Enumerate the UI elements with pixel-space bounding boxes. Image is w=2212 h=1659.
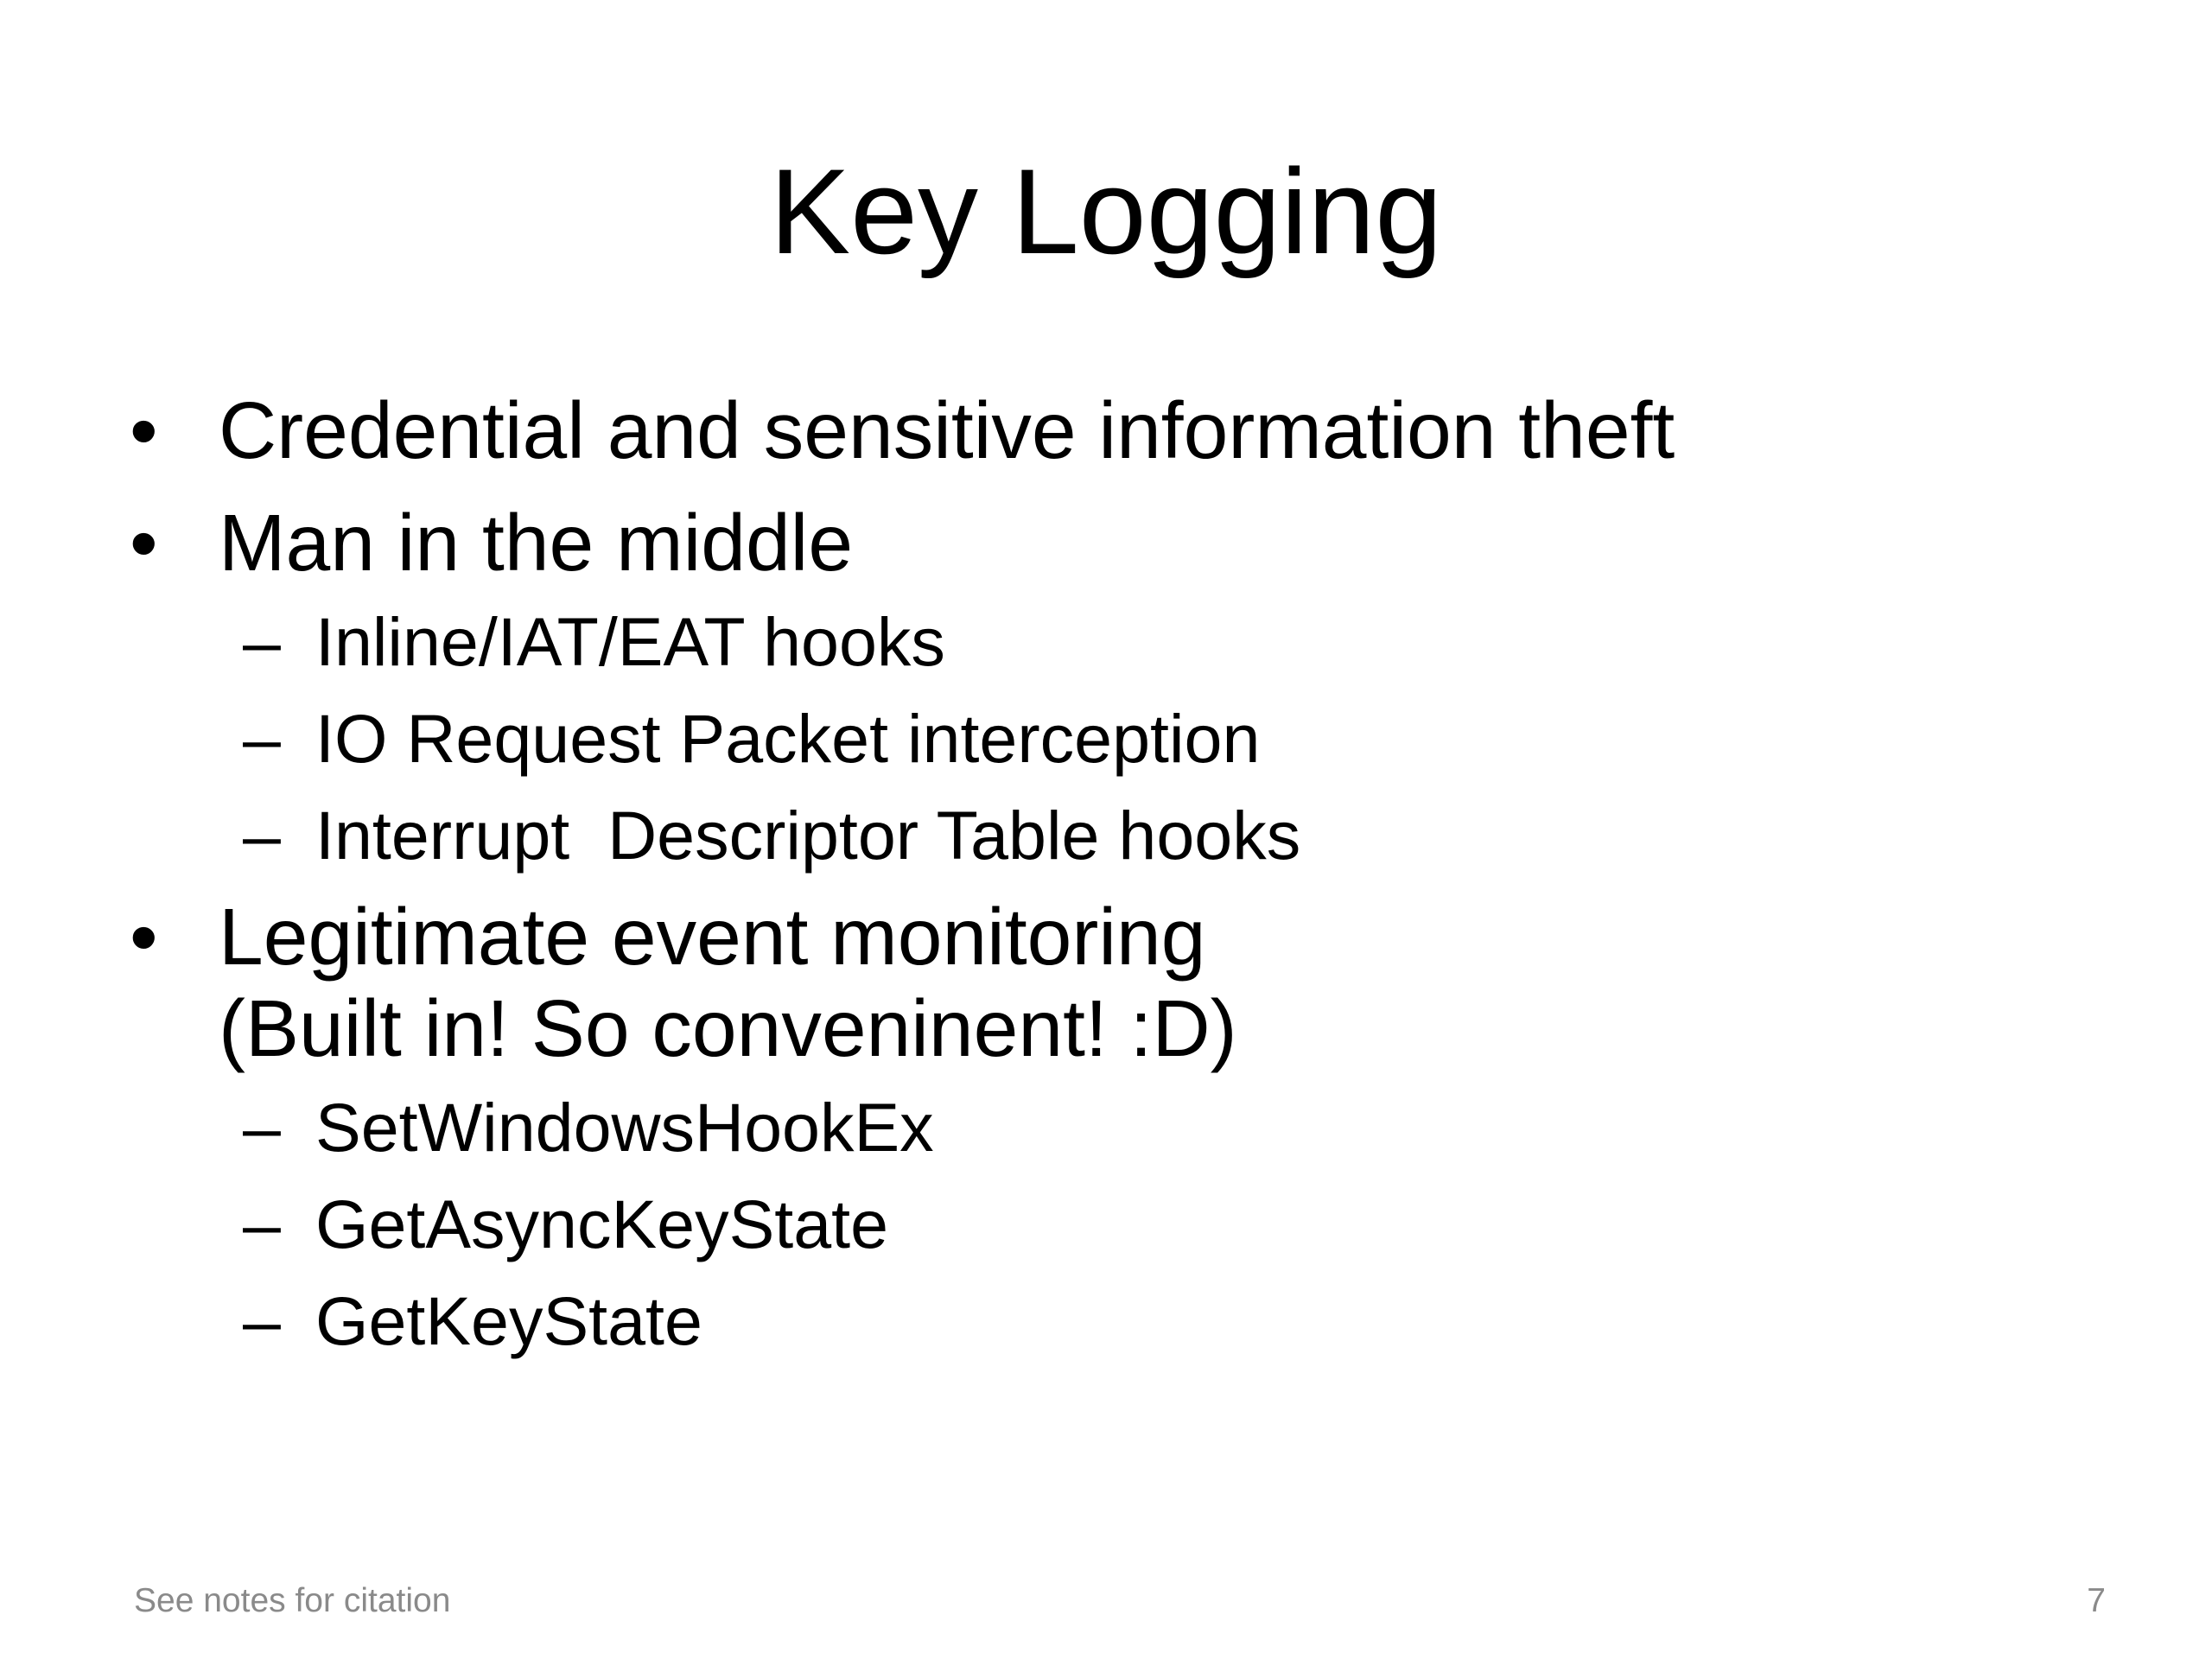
bullet-text: Man in the middle (219, 498, 854, 588)
sub-bullet-item (130, 697, 2117, 780)
sub-bullet-text: GetKeyState (315, 1282, 702, 1359)
sub-bullet-marker: – (243, 603, 281, 680)
bullet-text-line: Legitimate event monitoring (219, 892, 1206, 982)
bullet-marker: • (130, 892, 158, 982)
sub-bullet-item (130, 794, 2117, 877)
sub-bullet-marker: – (243, 1089, 281, 1166)
bullet-item (130, 891, 2117, 1074)
bullet-marker: • (130, 385, 158, 475)
sub-bullet-item (130, 1183, 2117, 1266)
bullet-item (130, 385, 2117, 476)
sub-bullet-text: Inline/IAT/EAT hooks (315, 603, 945, 680)
sub-bullet-item (130, 1086, 2117, 1169)
sub-bullet-text: IO Request Packet interception (315, 700, 1261, 777)
bullet-marker: • (130, 498, 158, 588)
slide-body (130, 385, 2117, 1376)
bullet-item (130, 497, 2117, 588)
sub-bullet-item (130, 1280, 2117, 1363)
sub-bullet-marker: – (243, 700, 281, 777)
slide-number: 7 (2087, 1582, 2106, 1619)
slide-title: Key Logging (769, 143, 1443, 279)
bullet-text: Credential and sensitive information theft (219, 385, 1675, 475)
bullet-text-line: (Built in! So conveninent! :D) (219, 983, 1237, 1073)
sub-bullet-marker: – (243, 1185, 281, 1262)
sub-bullet-marker: – (243, 1282, 281, 1359)
sub-bullet-text: GetAsyncKeyState (315, 1185, 889, 1262)
sub-bullet-text: Interrupt Descriptor Table hooks (315, 797, 1301, 874)
sub-bullet-text: SetWindowsHookEx (315, 1089, 934, 1166)
footer-citation-note: See notes for citation (134, 1582, 451, 1619)
sub-bullet-marker: – (243, 797, 281, 874)
sub-bullet-item (130, 601, 2117, 683)
